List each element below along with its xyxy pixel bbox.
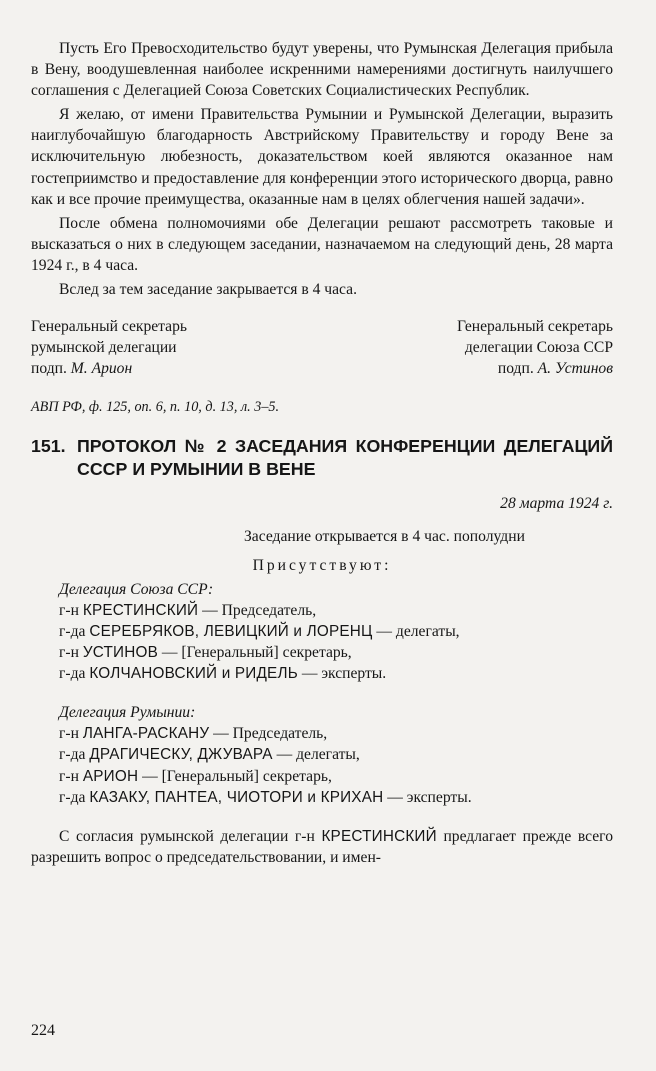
member-role: — Председатель, xyxy=(213,725,328,743)
document-date: 28 марта 1924 г. xyxy=(500,494,613,512)
paragraph-3: После обмена полномочиями обе Делегации решают рассмотреть таковые и высказаться о них в следующем заседании, назначаемом на следующий день, 28 марта 1924 г., в 4 часа. xyxy=(31,214,613,274)
present-heading: Присутствуют: xyxy=(252,556,392,574)
member-names: КРЕСТИНСКИЙ xyxy=(82,601,199,619)
signature-left-line3 xyxy=(31,358,187,379)
delegation-member-row xyxy=(31,642,613,663)
delegation-member-row xyxy=(31,766,613,787)
delegation-romania xyxy=(31,702,613,807)
member-names: КАЗАКУ, ПАНТЕА, ЧИОТОРИ и КРИХАН xyxy=(89,788,384,806)
delegation-member-row xyxy=(31,600,613,621)
delegation-member-row xyxy=(31,621,613,642)
member-prefix: г-да xyxy=(59,622,86,640)
member-names: ДРАГИЧЕСКУ, ДЖУВАРА xyxy=(89,746,273,764)
delegation-member-row xyxy=(31,744,613,765)
signature-right-line1: Генеральный секретарь xyxy=(457,318,613,336)
member-prefix: г-н xyxy=(59,767,79,785)
final-after: предлагает прежде всего разрешить вопрос о председательствовании, и имен- xyxy=(31,827,613,866)
page-body xyxy=(31,38,613,868)
member-role: — эксперты. xyxy=(301,665,387,683)
delegation-member-row xyxy=(31,663,613,684)
document-title-text: ПРОТОКОЛ № 2 ЗАСЕДАНИЯ КОНФЕРЕНЦИИ ДЕЛЕГАЦИЙ СССР И РУМЫНИИ В ВЕНЕ xyxy=(77,435,613,479)
session-opened: Заседание открывается в 4 час. пополудни xyxy=(244,527,525,545)
final-name: КРЕСТИНСКИЙ xyxy=(321,827,437,845)
member-prefix: г-да xyxy=(59,746,86,764)
member-role: — делегаты, xyxy=(376,622,460,640)
member-role: — эксперты. xyxy=(387,788,472,806)
signature-left-prefix: подп. xyxy=(31,360,67,378)
paragraph-1: Пусть Его Превосходительство будут уверены, что Румынская Делегация прибыла в Вену, воодушевленная наиболее искренними намерениями достигнуть наилучшего соглашения с Делегацией Союза Советских Социалистических Республик. xyxy=(31,40,613,100)
signature-right xyxy=(457,316,613,379)
paragraph-2: Я желаю, от имени Правительства Румынии и Румынской Делегации, выразить наиглубочайшую благодарность Австрийскому Правительству и городу Вене за исключительную любезность, доказательством коей являются оказанное нам гостеприимство и предоставление для конференции этого исторического дворца, равно как и все прочие преимущества, оказанные нам в целях облегчения нашей задачи». xyxy=(31,106,613,208)
final-paragraph xyxy=(31,826,613,868)
member-role: — [Генеральный] секретарь, xyxy=(142,767,332,785)
paragraph-4: Вслед за тем заседание закрывается в 4 часа. xyxy=(59,281,357,299)
member-prefix: г-да xyxy=(59,788,86,806)
document-title xyxy=(31,435,613,481)
signature-left xyxy=(31,316,187,379)
final-before: С согласия румынской делегации г-н xyxy=(59,827,315,845)
member-names: ЛАНГА-РАСКАНУ xyxy=(82,725,210,743)
member-prefix: г-да xyxy=(59,665,86,683)
member-names: УСТИНОВ xyxy=(82,644,158,662)
document-number: 151. xyxy=(31,435,66,456)
member-names: СЕРЕБРЯКОВ, ЛЕВИЦКИЙ и ЛОРЕНЦ xyxy=(89,622,373,640)
delegation-ussr-heading: Делегация Союза ССР: xyxy=(59,580,214,598)
member-prefix: г-н xyxy=(59,725,79,743)
delegation-ussr xyxy=(31,579,613,684)
delegation-romania-heading: Делегация Румынии: xyxy=(59,704,196,722)
delegation-member-row xyxy=(31,723,613,744)
signature-right-name: А. Устинов xyxy=(537,360,613,378)
member-prefix: г-н xyxy=(59,601,79,619)
member-role: — делегаты, xyxy=(276,746,360,764)
member-role: — Председатель, xyxy=(202,601,317,619)
signature-right-line3 xyxy=(457,358,613,379)
signature-right-prefix: подп. xyxy=(497,360,534,378)
signature-right-line2: делегации Союза ССР xyxy=(464,339,613,357)
member-names: АРИОН xyxy=(82,767,139,785)
member-role: — [Генеральный] секретарь, xyxy=(161,644,352,662)
member-names: КОЛЧАНОВСКИЙ и РИДЕЛЬ xyxy=(89,665,298,683)
signature-left-line1: Генеральный секретарь xyxy=(31,318,187,336)
member-prefix: г-н xyxy=(59,644,79,662)
signature-left-name: М. Арион xyxy=(70,360,133,378)
delegation-member-row xyxy=(31,787,613,808)
signature-left-line2: румынской делегации xyxy=(31,339,177,357)
page-number: 224 xyxy=(31,1022,55,1039)
signatures xyxy=(31,316,613,379)
archive-reference: АВП РФ, ф. 125, оп. 6, п. 10, д. 13, л. 3–5. xyxy=(31,399,280,416)
